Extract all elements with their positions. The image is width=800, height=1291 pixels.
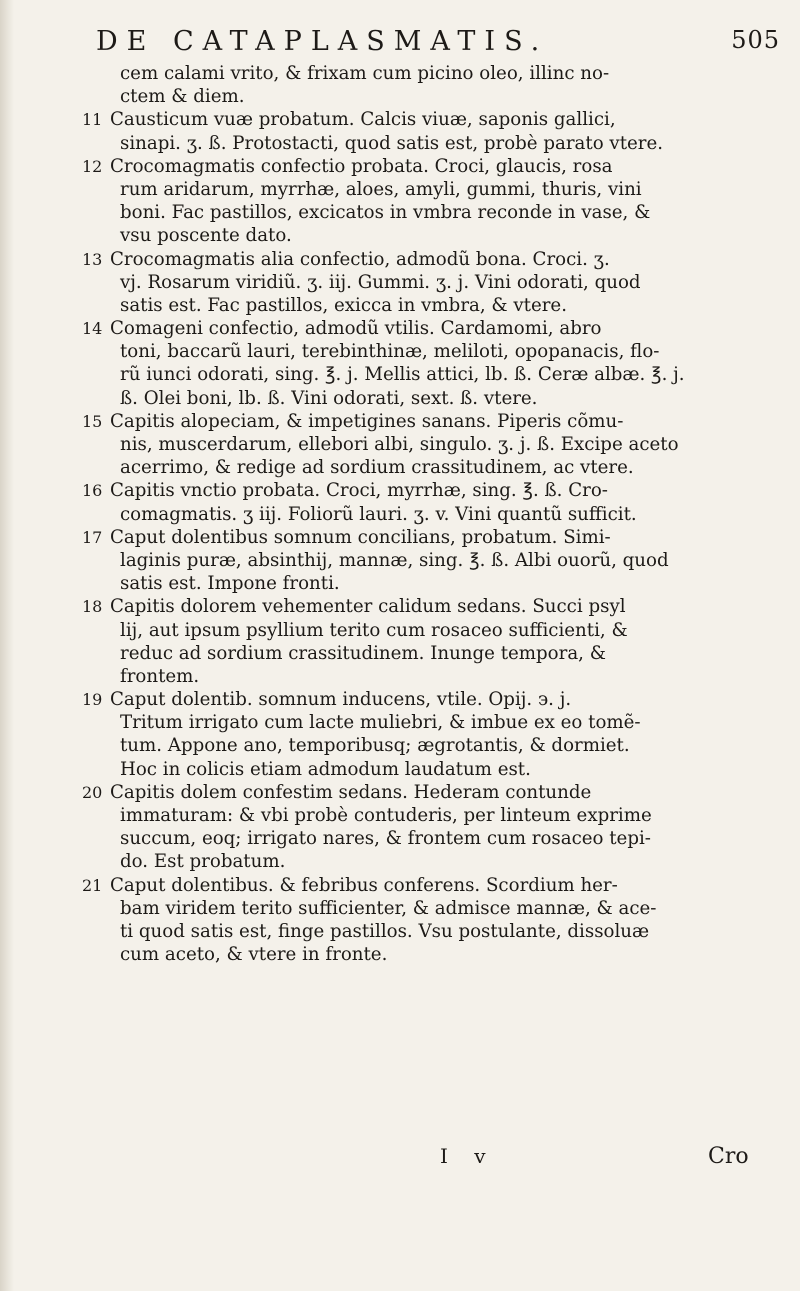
recipe-number: 19 (82, 690, 103, 710)
line-text: vsu poscente dato. (120, 225, 292, 247)
text-line (82, 108, 790, 131)
line-text: nis, muscerdarum, ellebori albi, singulo. ʒ. j. ß. Excipe aceto (120, 434, 679, 455)
line-text: rum aridarum, myrrhæ, aloes, amyli, gummi, thuris, vini (120, 178, 642, 200)
text-line (82, 897, 790, 920)
text-line (82, 874, 790, 897)
line-text: Crocomagmatis confectio probata. Croci, glaucis, rosa (110, 155, 613, 177)
text-line (82, 85, 790, 108)
text-line (82, 224, 790, 247)
text-line (82, 619, 790, 642)
line-text: rũ iunci odorati, sing. ℥. j. Mellis attici, lb. ß. Ceræ albæ. ℥. j. (120, 364, 685, 386)
text-body (82, 62, 790, 966)
line-text: satis est. Impone fronti. (120, 573, 340, 595)
line-text: Capitis vnctio probata. Croci, myrrhæ, sing. ℥. ß. Cro- (110, 480, 608, 502)
line-text: Comageni confectio, admodũ vtilis. Cardamomi, abro (110, 318, 602, 340)
text-line (82, 526, 790, 549)
line-text: ti quod satis est, finge pastillos. Vsu postulante, dissoluæ (120, 920, 650, 942)
recipe-number: 16 (82, 481, 103, 501)
recipe-number: 18 (82, 597, 103, 617)
text-line (82, 595, 790, 618)
line-text: acerrimo, & redige ad sordium crassitudinem, ac vtere. (120, 457, 634, 479)
line-text: cem calami vrito, & frixam cum picino oleo, illinc no- (120, 63, 610, 84)
line-text: Tritum irrigato cum lacte muliebri, & imbue ex eo tomẽ- (120, 712, 641, 734)
line-text: laginis puræ, absinthij, mannæ, sing. ℥. ß. Albi ouorũ, quod (120, 549, 669, 571)
line-text: bam viridem terito sufficienter, & admisce mannæ, & ace- (120, 897, 657, 919)
text-line (82, 549, 790, 572)
line-text: Caput dolentib. somnum inducens, vtile. Opij. ϶. j. (110, 689, 572, 711)
running-title: DE CATAPLASMATIS. (96, 26, 549, 57)
line-text: ctem & diem. (120, 86, 245, 108)
recipe-number: 21 (82, 875, 103, 895)
text-line (82, 456, 790, 479)
text-line (82, 363, 790, 386)
line-text: immaturam: & vbi probè contuderis, per linteum exprime (120, 805, 652, 826)
line-text: tum. Appone ano, temporibusq; ægrotantis, & dormiet. (120, 735, 630, 757)
line-text: Capitis dolem confestim sedans. Hederam contunde (110, 781, 592, 803)
line-text: Caput dolentibus. & febribus conferens. Scordium her- (110, 874, 618, 896)
recipe-number: 13 (82, 249, 103, 269)
text-line (82, 642, 790, 665)
line-text: lij, aut ipsum psyllium terito cum rosaceo sufficienti, & (120, 619, 628, 641)
text-line (82, 387, 790, 410)
text-line (82, 711, 790, 734)
line-text: succum, eoq; irrigato nares, & frontem cum rosaceo tepi- (120, 828, 651, 850)
text-line (82, 827, 790, 850)
line-text: Hoc in colicis etiam admodum laudatum est. (120, 758, 531, 780)
recipe-number: 17 (82, 527, 103, 547)
recipe-number: 15 (82, 411, 103, 431)
line-text: satis est. Fac pastillos, exicca in vmbra, & vtere. (120, 294, 567, 316)
text-line (82, 572, 790, 595)
line-text: Capitis dolorem vehementer calidum sedans. Succi psyl (110, 596, 626, 618)
text-line (82, 294, 790, 317)
text-line (82, 781, 790, 804)
text-line (82, 178, 790, 201)
text-line (82, 317, 790, 340)
recipe-number: 12 (82, 156, 103, 176)
text-line (82, 943, 790, 966)
text-line (82, 62, 790, 85)
line-text: toni, baccarũ lauri, terebinthinæ, meliloti, opopanacis, flo- (120, 341, 660, 363)
text-line (82, 665, 790, 688)
line-text: Causticum vuæ probatum. Calcis viuæ, saponis gallici, (110, 109, 616, 131)
recipe-number: 20 (82, 782, 103, 802)
text-line (82, 201, 790, 224)
line-text: sinapi. ʒ. ß. Protostacti, quod satis est, probè parato vtere. (120, 132, 664, 154)
recipe-number: 14 (82, 319, 103, 339)
line-text: Capitis alopeciam, & impetigines sanans. Piperis cõmu- (110, 410, 624, 432)
line-text: Caput dolentibus somnum concilians, probatum. Simi- (110, 526, 611, 548)
text-line (82, 340, 790, 363)
page-edge-shadow (0, 0, 14, 1291)
page-number: 505 (731, 26, 780, 54)
line-text: Crocomagmatis alia confectio, admodũ bona. Croci. ʒ. (110, 248, 610, 270)
text-line (82, 503, 790, 526)
text-line (82, 688, 790, 711)
catchword: Cro (708, 1144, 749, 1169)
line-text: reduc ad sordium crassitudinem. Inunge tempora, & (120, 642, 606, 664)
line-text: frontem. (120, 665, 200, 687)
running-header (96, 26, 786, 60)
text-line (82, 155, 790, 178)
line-text: comagmatis. ʒ iij. Foliorũ lauri. ʒ. v. Vini quantũ sufficit. (120, 503, 637, 525)
text-line (82, 132, 790, 155)
text-line (82, 410, 790, 433)
line-text: boni. Fac pastillos, excicatos in vmbra reconde in vase, & (120, 202, 651, 224)
line-text: do. Est probatum. (120, 851, 286, 873)
recipe-number: 11 (82, 110, 103, 130)
line-text: cum aceto, & vtere in fronte. (120, 944, 388, 966)
text-line (82, 850, 790, 873)
signature-mark: I v (440, 1144, 496, 1168)
text-line (82, 804, 790, 827)
line-text: ß. Olei boni, lb. ß. Vini odorati, sext. ß. vtere. (120, 387, 538, 409)
text-line (82, 248, 790, 271)
text-line (82, 433, 790, 456)
text-line (82, 479, 790, 502)
text-line (82, 758, 790, 781)
text-line (82, 271, 790, 294)
text-line (82, 734, 790, 757)
text-line (82, 920, 790, 943)
line-text: vj. Rosarum viridiũ. ʒ. iij. Gummi. ʒ. j. Vini odorati, quod (120, 271, 641, 293)
